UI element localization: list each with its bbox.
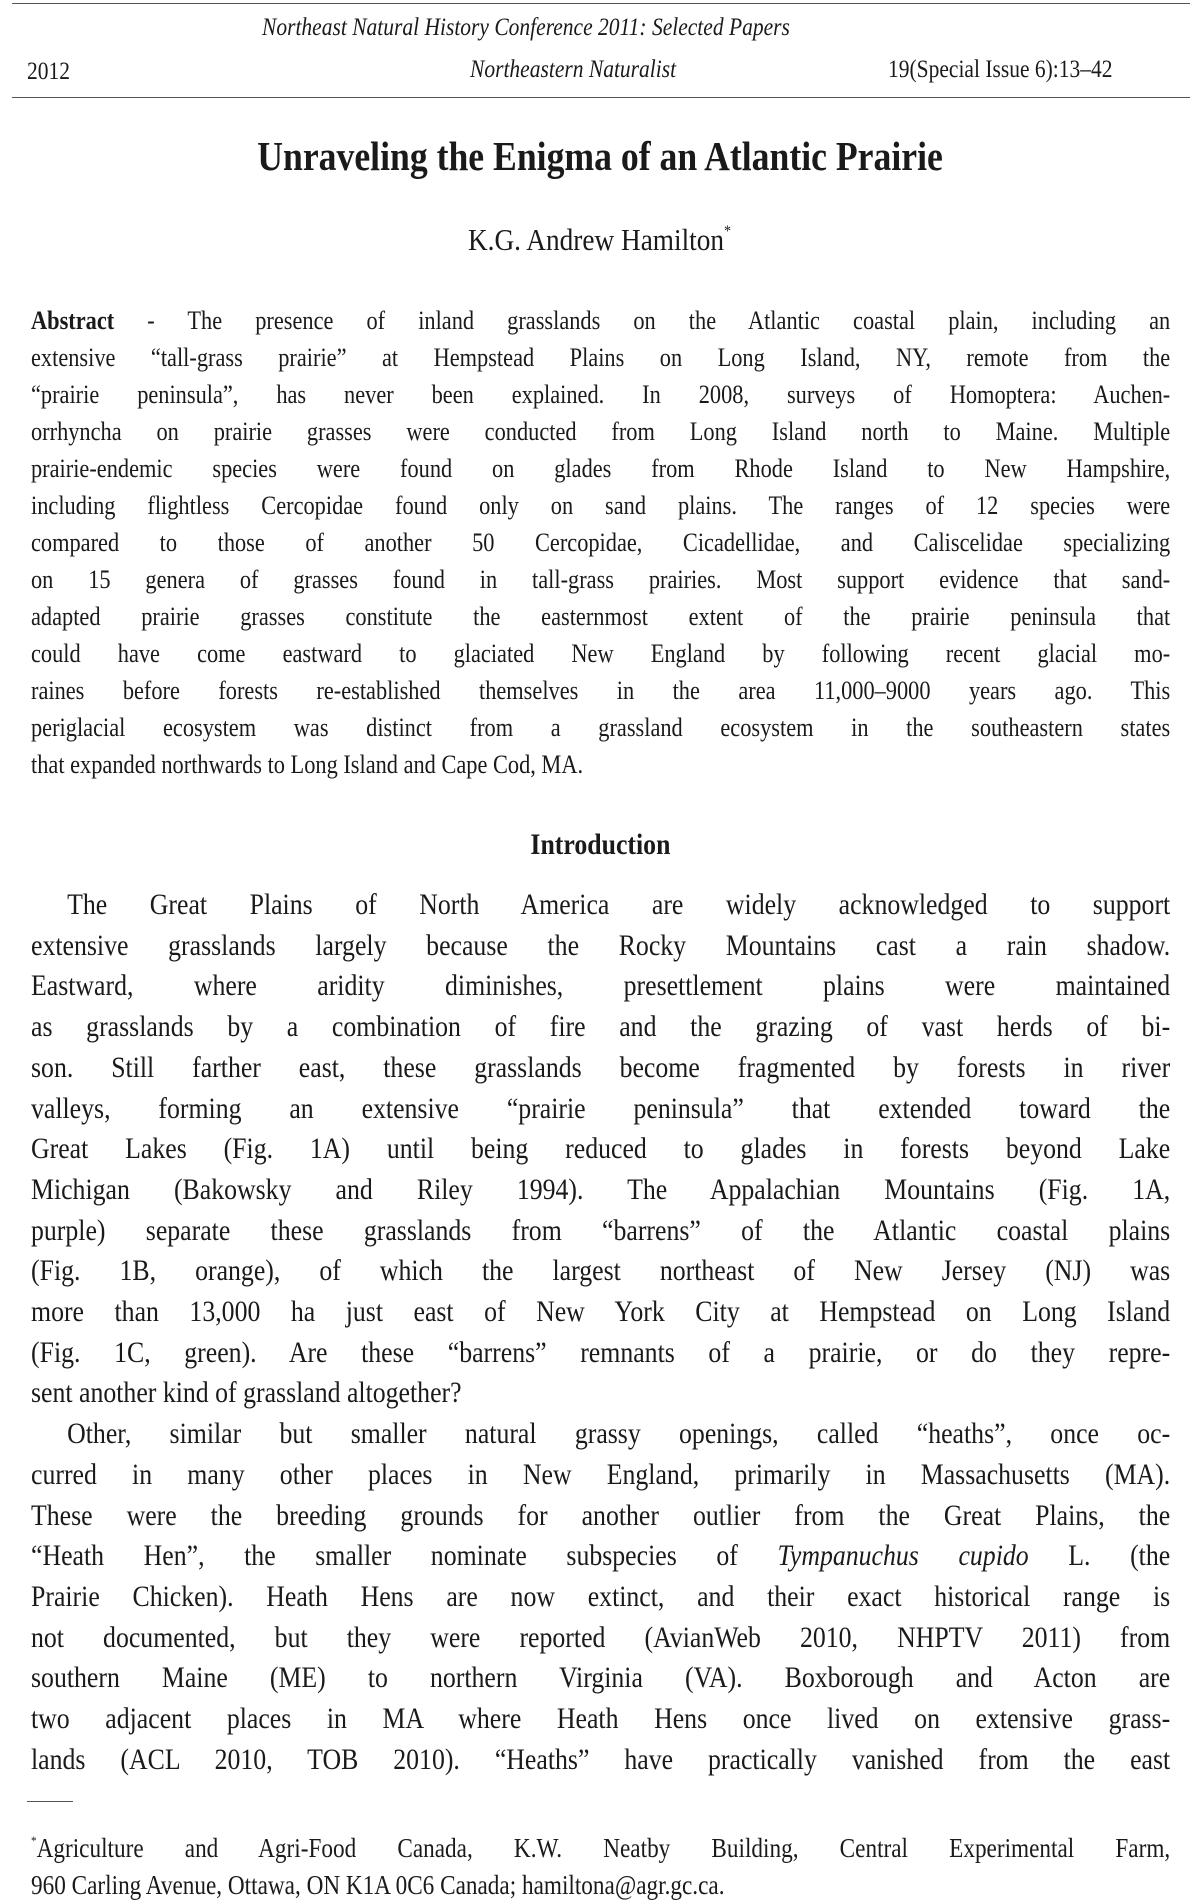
footnote-marker: *: [31, 1833, 37, 1848]
body-line: Michigan (Bakowsky and Riley 1994). The Appalachian Mountains (Fig. 1A,: [31, 1172, 1171, 1206]
body-line: curred in many other places in New England, primarily in Massachusetts (MA).: [31, 1457, 1171, 1491]
author-wrapper: [468, 222, 731, 258]
body-line: valleys, forming an extensive “prairie peninsula” that extended toward the: [31, 1091, 1171, 1125]
author-name: K.G. Andrew Hamilton: [468, 222, 725, 257]
abstract-line: compared to those of another 50 Cercopidae, Cicadellidae, and Caliscelidae specializing: [31, 528, 1171, 557]
body-line: extensive grasslands largely because the Rocky Mountains cast a rain shadow.: [31, 928, 1171, 962]
paper-title: [0, 132, 1200, 180]
abstract-line: raines before forests re-established themselves in the area 11,000–9000 years ago. This: [31, 676, 1171, 705]
abstract-line: that expanded northwards to Long Island and Cape Cod, MA.: [31, 750, 584, 779]
footnote-separator: [27, 1801, 73, 1802]
body-line: [31, 1536, 1170, 1577]
body-line: two adjacent places in MA where Heath Hens once lived on extensive grass-: [31, 1702, 1171, 1736]
body-line: These were the breeding grounds for another outlier from the Great Plains, the: [31, 1498, 1171, 1532]
abstract-line: could have come eastward to glaciated New England by following recent glacial mo-: [31, 639, 1171, 668]
author-line: [0, 222, 1200, 258]
section-heading-text: Introduction: [529, 828, 671, 861]
body-line: Eastward, where aridity diminishes, presettlement plains were maintained: [31, 969, 1171, 1003]
footnote: [31, 1822, 1170, 1904]
body-line: The Great Plains of North America are widely acknowledged to support: [67, 888, 1171, 921]
body-line: Prairie Chicken). Heath Hens are now extinct, and their exact historical range is: [31, 1579, 1171, 1613]
footnote-text: Agriculture and Agri-Food Canada, K.W. Neatby Building, Central Experimental Farm,: [36, 1833, 1171, 1863]
issue-pages: 19(Special Issue 6):13–42: [888, 56, 1113, 83]
abstract-text: The presence of inland grasslands on the Atlantic coastal plain, including an: [187, 306, 1171, 335]
publication-year: 2012: [27, 58, 70, 85]
body-text: “Heath Hen”, the smaller nominate subspecies of: [31, 1539, 778, 1573]
header-top-rule: [12, 3, 1190, 4]
introduction-body: [31, 885, 1170, 1780]
abstract-line: including flightless Cercopidae found only on sand plains. The ranges of 12 species were: [31, 491, 1171, 520]
conference-name: Northeast Natural History Conference 2011: Selected Papers: [262, 14, 790, 41]
abstract-separator: -: [114, 306, 188, 335]
body-line: more than 13,000 ha just east of New York City at Hempstead on Long Island: [31, 1295, 1171, 1329]
abstract-line: prairie-endemic species were found on glades from Rhode Island to New Hampshire,: [31, 454, 1171, 483]
body-line: sent another kind of grassland altogether?: [31, 1376, 462, 1410]
species-name: Tympanuchus cupido: [777, 1539, 1029, 1573]
journal-name: Northeastern Naturalist: [470, 56, 677, 83]
abstract-line: “prairie peninsula”, has never been explained. In 2008, surveys of Homoptera: Auchen-: [31, 380, 1171, 409]
author-footnote-marker[interactable]: *: [724, 223, 732, 240]
body-line: lands (ACL 2010, TOB 2010). “Heaths” have practically vanished from the east: [31, 1742, 1171, 1776]
body-line: (Fig. 1C, green). Are these “barrens” remnants of a prairie, or do they repre-: [31, 1335, 1171, 1369]
abstract: [31, 302, 1170, 783]
abstract-line: orrhyncha on prairie grasses were conducted from Long Island north to Maine. Multiple: [31, 417, 1171, 446]
abstract-line: on 15 genera of grasses found in tall-grass prairies. Most support evidence that sand-: [31, 565, 1171, 594]
body-line: not documented, but they were reported (AvianWeb 2010, NHPTV 2011) from: [31, 1620, 1171, 1654]
paper-title-text: Unraveling the Enigma of an Atlantic Prairie: [257, 133, 943, 179]
footnote-line: 960 Carling Avenue, Ottawa, ON K1A 0C6 Canada; hamiltona@agr.gc.ca.: [31, 1870, 725, 1900]
abstract-line: extensive “tall-grass prairie” at Hempstead Plains on Long Island, NY, remote from the: [31, 343, 1171, 372]
body-line: son. Still farther east, these grasslands become fragmented by forests in river: [31, 1050, 1171, 1084]
body-text: L. (the: [1028, 1539, 1171, 1573]
abstract-line: adapted prairie grasses constitute the easternmost extent of the prairie peninsula that: [31, 602, 1171, 631]
body-line: as grasslands by a combination of fire and the grazing of vast herds of bi-: [31, 1010, 1171, 1044]
body-line: (Fig. 1B, orange), of which the largest northeast of New Jersey (NJ) was: [31, 1254, 1171, 1288]
body-line: purple) separate these grasslands from “barrens” of the Atlantic coastal plains: [31, 1213, 1171, 1247]
section-heading-introduction: [0, 828, 1200, 862]
body-line: southern Maine (ME) to northern Virginia (VA). Boxborough and Acton are: [31, 1661, 1171, 1695]
abstract-line: [31, 302, 1170, 339]
header-bottom-rule: [12, 97, 1190, 98]
body-line: Great Lakes (Fig. 1A) until being reduced to glades in forests beyond Lake: [31, 1132, 1171, 1166]
abstract-label: Abstract: [31, 306, 115, 335]
body-line: Other, similar but smaller natural grassy openings, called “heaths”, once oc-: [67, 1417, 1171, 1451]
abstract-line: periglacial ecosystem was distinct from a grassland ecosystem in the southeastern states: [31, 713, 1171, 742]
footnote-line: [31, 1822, 1170, 1867]
